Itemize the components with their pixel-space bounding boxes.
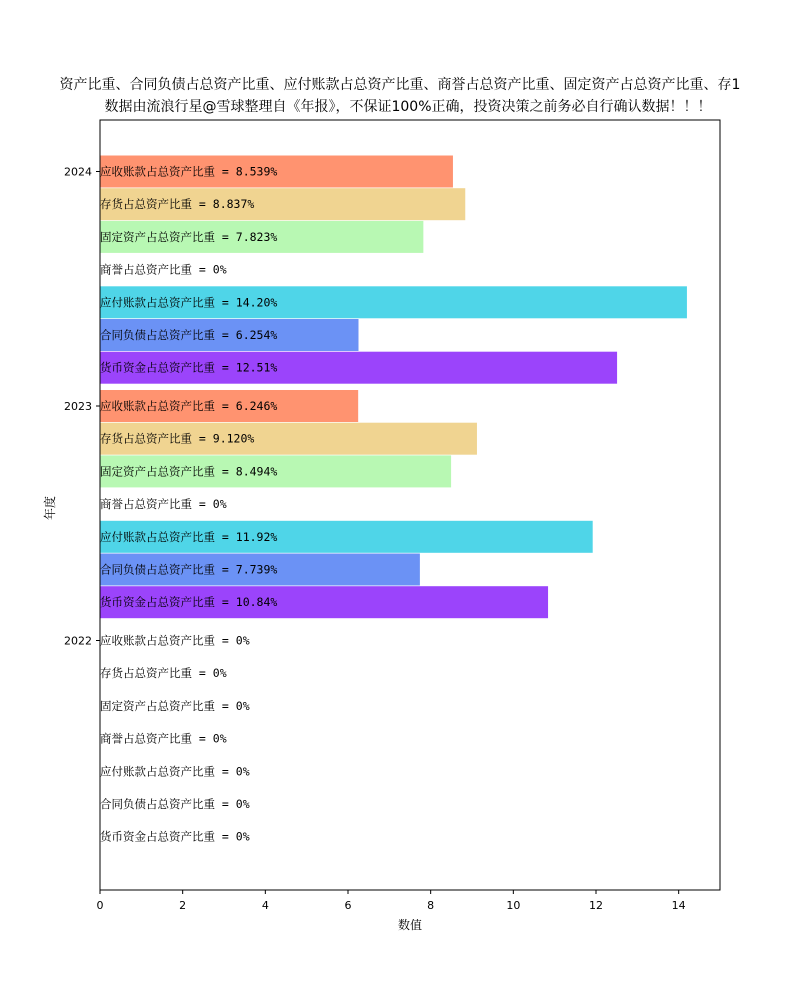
- x-tick-label: 6: [344, 899, 352, 912]
- x-tick-label: 4: [261, 899, 269, 912]
- y-tick-label: 2024: [64, 165, 92, 179]
- y-tick-label: 2022: [64, 634, 92, 648]
- x-tick-label: 10: [506, 899, 521, 912]
- bar-data-label: 应付账款占总资产比重 = 11.92%: [100, 529, 278, 544]
- bar-data-label: 应付账款占总资产比重 = 0%: [100, 764, 250, 779]
- x-tick-label: 2: [179, 899, 187, 912]
- bar-data-label: 应收账款占总资产比重 = 6.246%: [100, 399, 278, 413]
- x-axis-ticks: [97, 890, 686, 912]
- bar-data-label: 合同负债占总资产比重 = 6.254%: [100, 328, 278, 342]
- bar-data-label: 应付账款占总资产比重 = 14.20%: [100, 295, 278, 310]
- bar-data-label: 商誉占总资产比重 = 0%: [100, 262, 227, 277]
- bar-data-label: 固定资产占总资产比重 = 0%: [100, 698, 250, 713]
- bars-group: [100, 156, 687, 619]
- bar-labels-group: [100, 165, 277, 844]
- chart-title-line-2: 数据由流浪行星@雪球整理自《年报》，不保证100%正确，投资决策之前务必自行确认数据！！！: [104, 99, 712, 115]
- x-tick-label: 12: [589, 899, 603, 912]
- y-axis-label: 年度: [43, 495, 57, 521]
- bar-data-label: 商誉占总资产比重 = 0%: [100, 497, 227, 512]
- bar-data-label: 应收账款占总资产比重 = 0%: [100, 633, 250, 648]
- bar-data-label: 货币资金占总资产比重 = 0%: [100, 829, 250, 844]
- bar-data-label: 固定资产占总资产比重 = 8.494%: [100, 464, 278, 479]
- bar-data-label: 商誉占总资产比重 = 0%: [100, 731, 227, 746]
- bar-data-label: 货币资金占总资产比重 = 12.51%: [100, 360, 278, 375]
- bar-data-label: 存货占总资产比重 = 0%: [100, 666, 227, 681]
- bar-data-label: 合同负债占总资产比重 = 0%: [100, 797, 250, 811]
- x-tick-label: 0: [96, 899, 104, 912]
- x-axis-label: 数值: [397, 918, 423, 932]
- bar-data-label: 应收账款占总资产比重 = 8.539%: [100, 164, 278, 179]
- x-tick-label: 14: [671, 899, 686, 912]
- chart-title-line-1: 资产比重、合同负债占总资产比重、应付账款占总资产比重、商誉占总资产比重、固定资产占总资产比重、存1: [59, 77, 741, 93]
- bar-data-label: 合同负债占总资产比重 = 7.739%: [100, 562, 278, 577]
- y-tick-label: 2023: [64, 400, 92, 413]
- bar-data-label: 货币资金占总资产比重 = 10.84%: [100, 595, 278, 610]
- x-tick-label: 8: [427, 899, 435, 912]
- y-axis-ticks: [64, 166, 100, 648]
- bar-data-label: 固定资产占总资产比重 = 7.823%: [100, 229, 278, 244]
- bar-data-label: 存货占总资产比重 = 8.837%: [100, 197, 255, 212]
- bar-data-label: 存货占总资产比重 = 9.120%: [100, 431, 255, 446]
